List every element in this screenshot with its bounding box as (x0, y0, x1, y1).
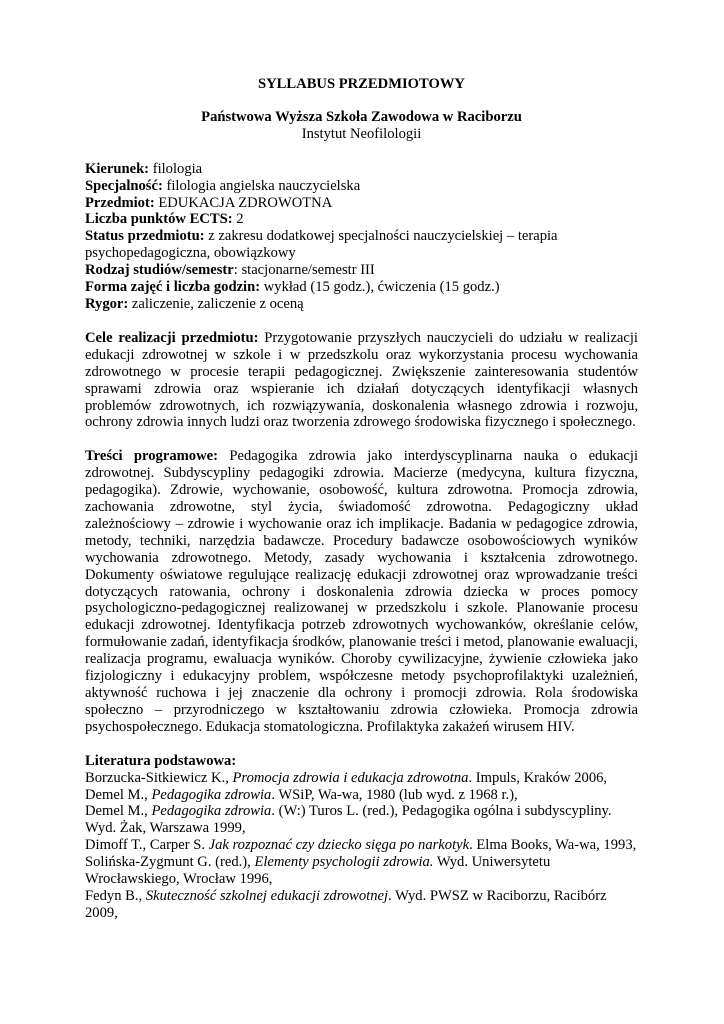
tresci-label: Treści programowe: (85, 448, 218, 465)
literatura-heading: Literatura podstawowa: (85, 752, 237, 769)
literatura-item (85, 787, 638, 804)
meta-specjalnosc-label: Specjalność: (85, 177, 163, 194)
meta-przedmiot-label: Przedmiot: (85, 194, 155, 211)
cele-text: Przygotowanie przyszłych nauczycieli do udziału w realizacji edukacji zdrowotnej w szkole i w przedszkolu oraz wykorzystania procesu wychowania zdrowotnego w procesie terapii pedagogicznej. Zwiększenie zainteresowania studentów sprawami zdrowia oraz wspieranie ich działań dotyczących identyfikacji własnych problemów zdrowotnych, ich rozwiązywania, doskonalenia własnego zdrowia i rozwoju, ochrony zdrowia innych ludzi oraz tworzenia zdrowego środowiska fizycznego i społecznego. (85, 329, 638, 431)
literatura-item-title: Jak rozpoznać czy dziecko sięga po narkotyk (208, 837, 470, 854)
tresci-paragraph (85, 448, 638, 735)
literatura-item-publisher: . Wyd. PWSZ w Raciborzu, Racibórz 2009, (85, 887, 607, 921)
document-title: SYLLABUS PRZEDMIOTOWY (258, 76, 465, 92)
meta-rodzaj-value: : stacjonarne/semestr III (233, 262, 375, 279)
syllabus-page (85, 76, 638, 922)
meta-rygor (85, 296, 638, 313)
literatura-item (85, 888, 638, 922)
meta-forma (85, 279, 638, 296)
literatura-item (85, 770, 638, 787)
literatura-item (85, 854, 638, 888)
literatura-item-publisher: Wyd. Uniwersytetu Wrocławskiego, Wrocław 1996, (85, 854, 551, 888)
literatura-item-author: Solińska-Zygmunt G. (red.), (85, 854, 255, 871)
tresci-text: Pedagogika zdrowia jako interdyscyplinarna nauka o edukacji zdrowotnej. Subdyscypliny pedagogiki zdrowia. Macierze (medycyna, kultura fizyczna, pedagogika). Zdrowie, wychowanie, osobowość, kultura zdrowotna. Promocja zdrowia, zachowania zdrowotne, styl życia, świadomość zdrowotna. Pedagogiczny układ zależnościowy – zdrowie i wychowanie oraz ich implikacje. Badania w pedagogice zdrowia, metody, techniki, narzędzia badawcze. Procedury badawcze osobowościowych wyników wychowania zdrowotnego. Metody, zasady wychowania i kształcenia zdrowotnego. Dokumenty oświatowe regulujące realizację edukacji zdrowotnej oraz wprowadzanie treści dotyczących ratowania, ochrony i doskonalenia zdrowia dziecka w proces pomocy psychologiczno-pedagogicznej realizowanej w przedszkolu i szkole. Planowanie procesu edukacji zdrowotnej. Identyfikacja potrzeb zdrowotnych wychowanków, określanie celów, formułowanie zadań, identyfikacja środków, planowanie treści i metod, planowanie ewaluacji, realizacja programu, ewaluacja wyników. Choroby cywilizacyjne, żywienie człowieka jako fizjologiczny i edukacyjny problem, współczesne metody psychoprofilaktyki uzależnień, aktywność ruchowa i jej znaczenie dla ochrony i promocji zdrowia. Rola środowiska społeczno – przyrodniczego w kształtowaniu zdrowia człowieka. Promocja zdrowia psychospołecznego. Edukacja stomatologiczna. Profilaktyka zakażeń wirusem HIV. (85, 448, 639, 735)
meta-rygor-label: Rygor: (85, 295, 129, 312)
institute-name: Instytut Neofilologii (301, 125, 422, 142)
literatura-item-publisher: . Elma Books, Wa-wa, 1993, (469, 837, 637, 854)
meta-ects-value: 2 (232, 211, 244, 228)
literatura-item-publisher: . (W:) Turos L. (red.), Pedagogika ogólna i subdyscypliny. Wyd. Żak, Warszawa 1999, (85, 803, 612, 837)
meta-specjalnosc (85, 178, 638, 195)
literatura-item-title: Promocja zdrowia i edukacja zdrowotna (232, 769, 469, 786)
meta-rygor-value: zaliczenie, zaliczenie z oceną (128, 295, 304, 312)
meta-forma-value: wykład (15 godz.), ćwiczenia (15 godz.) (260, 279, 500, 296)
cele-paragraph (85, 330, 638, 431)
course-metadata (85, 161, 638, 313)
literatura-item-title: Skuteczność szkolnej edukacji zdrowotnej (145, 887, 389, 904)
literatura-item-publisher: . WSiP, Wa-wa, 1980 (lub wyd. z 1968 r.), (271, 786, 518, 803)
meta-przedmiot (85, 195, 638, 212)
meta-ects-label: Liczba punktów ECTS: (85, 211, 233, 228)
literatura-item-author: Dimoff T., Carper S. (85, 837, 209, 854)
cele-section (85, 330, 638, 431)
meta-kierunek-value: filologia (149, 160, 203, 177)
literatura-item (85, 837, 638, 854)
literatura-item-author: Demel M., (85, 803, 152, 820)
literatura-item-author: Fedyn B., (85, 887, 146, 904)
meta-przedmiot-value: EDUKACJA ZDROWOTNA (154, 194, 333, 211)
meta-status-value: z zakresu dodatkowej specjalności nauczycielskiej – terapia psychopedagogiczna, obowiązkowy (85, 228, 558, 262)
literatura-item-author: Demel M., (85, 786, 152, 803)
meta-forma-label: Forma zajęć i liczba godzin: (85, 279, 261, 296)
meta-kierunek-label: Kierunek: (85, 160, 150, 177)
literatura-item-title: Elementy psychologii zdrowia. (254, 854, 434, 871)
school-name: Państwowa Wyższa Szkoła Zawodowa w Raciborzu (201, 108, 522, 125)
literatura-item-title: Pedagogika zdrowia (151, 786, 272, 803)
literatura-item-author: Borzucka-Sitkiewicz K., (85, 769, 233, 786)
meta-rodzaj (85, 262, 638, 279)
meta-rodzaj-label: Rodzaj studiów/semestr (85, 262, 234, 279)
literatura-item (85, 803, 638, 837)
literatura-item-publisher: . Impuls, Kraków 2006, (468, 769, 608, 786)
tresci-section (85, 448, 638, 735)
meta-kierunek (85, 161, 638, 178)
literatura-section (85, 753, 638, 922)
meta-status (85, 228, 638, 262)
cele-label: Cele realizacji przedmiotu: (85, 329, 259, 346)
meta-status-label: Status przedmiotu: (85, 228, 205, 245)
meta-ects (85, 211, 638, 228)
literatura-item-title: Pedagogika zdrowia (151, 803, 272, 820)
meta-specjalnosc-value: filologia angielska nauczycielska (162, 177, 361, 194)
